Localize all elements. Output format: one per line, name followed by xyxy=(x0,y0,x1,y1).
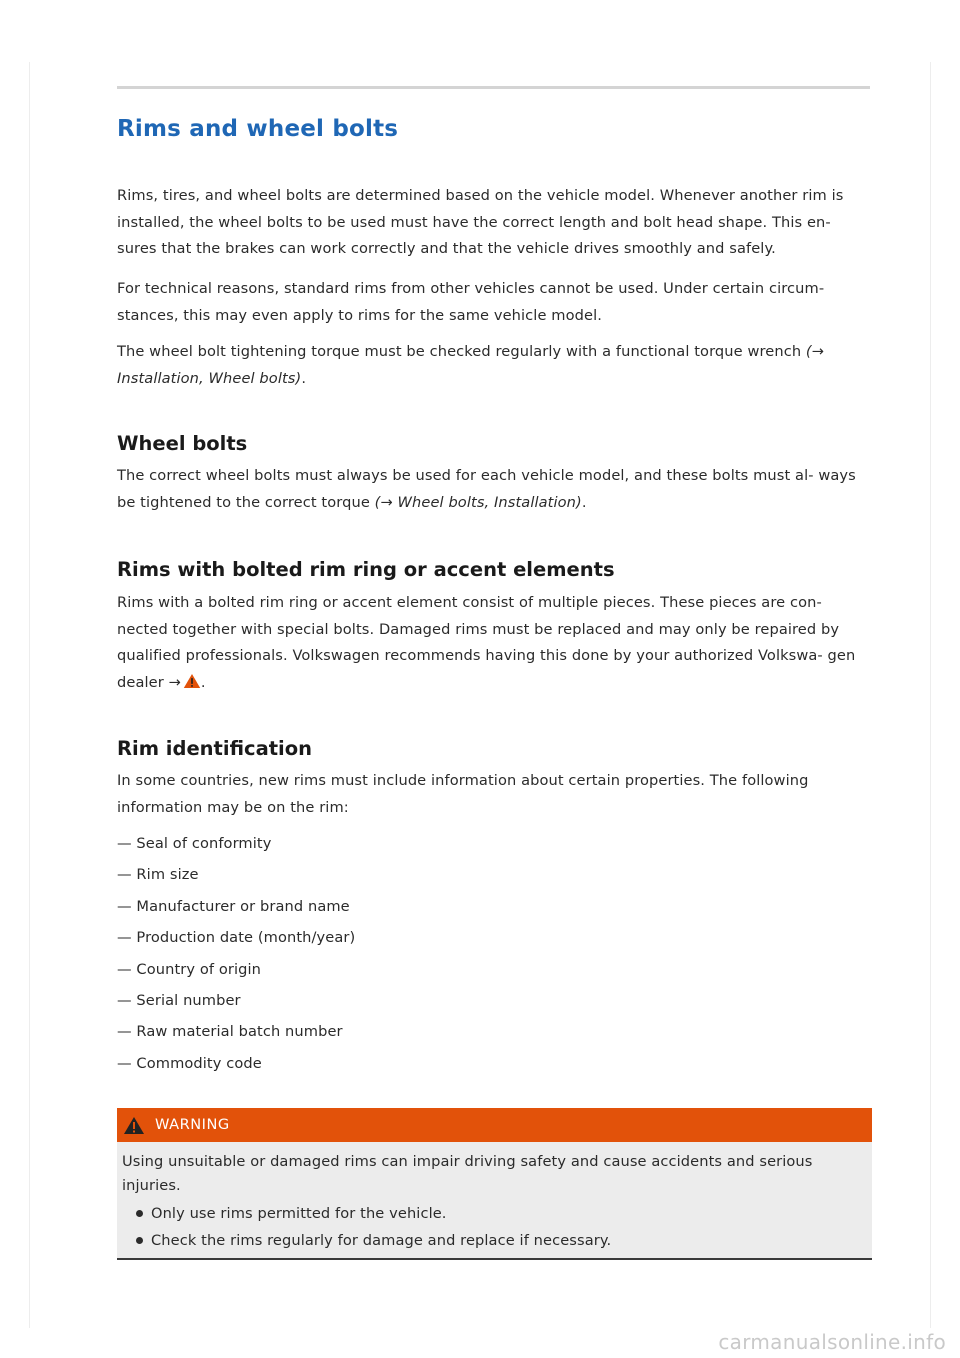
rims-bolted-paragraph xyxy=(117,590,873,696)
list-item: — Production date (month/year) xyxy=(117,929,356,947)
warning-link-icon[interactable] xyxy=(183,673,201,689)
list-item: — Seal of conformity xyxy=(117,835,272,852)
list-item: — Commodity code xyxy=(117,1054,262,1072)
wheel-bolts-paragraph xyxy=(117,463,873,516)
intro-paragraph-2: For technical reasons, standard rims from other vehicles cannot be used. Under certain circum- stances, this may even apply to rims for the same vehicle model. xyxy=(117,280,825,324)
warning-bullet: Check the rims regularly for damage and replace if necessary. xyxy=(136,1227,864,1254)
heading-wheel-bolts: Wheel bolts xyxy=(117,432,248,455)
warning-label: WARNING xyxy=(155,1116,230,1133)
rim-identification-paragraph: In some countries, new rims must include information about certain properties. The following information may be on the rim: xyxy=(117,772,809,816)
wheel-bolts-reference-link[interactable]: (→ Wheel bolts, Installation) xyxy=(374,493,582,511)
warning-box xyxy=(117,1108,872,1260)
heading-rim-identification: Rim identification xyxy=(117,737,313,760)
intro-paragraph-3-end: . xyxy=(301,369,307,387)
wheel-bolts-end: . xyxy=(581,493,587,511)
warning-text: Using unsuitable or damaged rims can impair driving safety and cause accidents and serious injuries. xyxy=(122,1153,813,1194)
warning-bullet-list xyxy=(122,1200,864,1254)
list-item: — Country of origin xyxy=(117,960,262,978)
watermark: carmanualsonline.info xyxy=(718,1330,946,1354)
rim-info-list xyxy=(117,831,355,1082)
arrow-icon: → xyxy=(168,673,181,691)
warning-bullet: Only use rims permitted for the vehicle. xyxy=(136,1200,864,1227)
list-item: — Serial number xyxy=(117,991,241,1009)
wheel-bolts-text: The correct wheel bolts must always be used for each vehicle model, and these bolts must al- ways be tightened to the correct torque xyxy=(117,467,856,511)
intro-paragraph-1: Rims, tires, and wheel bolts are determined based on the vehicle model. Whenever another rim is installed, the wheel bolts to be used must have the correct length and bolt head shape. This en- sures that the brakes can work correctly and that the vehicle drives smoothly and safely. xyxy=(117,187,844,257)
page-title: Rims and wheel bolts xyxy=(117,116,399,142)
rims-bolted-text: Rims with a bolted rim ring or accent element consist of multiple pieces. These pieces are con- nected together with special bolts. Damaged rims must be replaced and may only be repaired by qualified professionals. Volkswagen recommends having this done by your authorized Volkswa- gen dealer xyxy=(117,594,856,691)
warning-header xyxy=(117,1108,872,1142)
page-margin-right xyxy=(930,62,931,1328)
top-divider xyxy=(117,86,870,89)
warning-triangle-icon xyxy=(123,1116,145,1135)
warning-body xyxy=(117,1142,872,1260)
intro-paragraph-3 xyxy=(117,339,873,392)
list-item: — Rim size xyxy=(117,866,199,884)
page-margin-left xyxy=(29,62,30,1328)
heading-rims-bolted: Rims with bolted rim ring or accent elements xyxy=(117,558,615,581)
intro-paragraph-3-text: The wheel bolt tightening torque must be checked regularly with a functional torque wrench xyxy=(117,343,806,360)
installation-reference-link[interactable]: (→ Installation, Wheel bolts) xyxy=(117,343,825,387)
rims-bolted-end: . xyxy=(200,673,206,691)
list-item: — Manufacturer or brand name xyxy=(117,897,350,915)
list-item: — Raw material batch number xyxy=(117,1023,343,1041)
